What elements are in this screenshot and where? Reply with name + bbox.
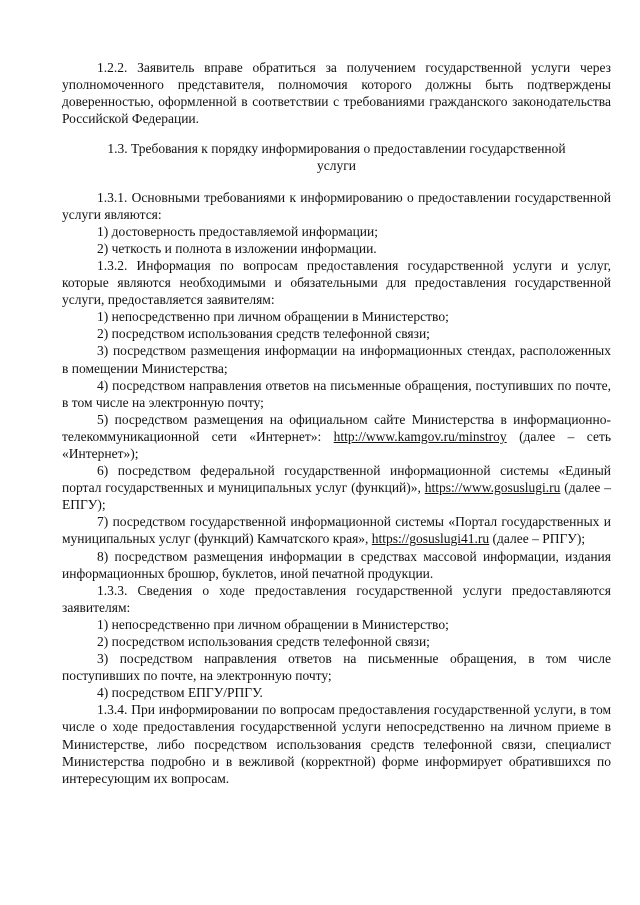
list-item: 8) посредством размещения информации в средствах массовой информации, издания информационных брошюр, буклетов, иной печатной продукции. xyxy=(62,548,611,581)
gosuslugi-link[interactable]: https://www.gosuslugi.ru xyxy=(424,480,561,496)
list-item xyxy=(62,411,611,462)
item-text: (далее – сеть «Интернет»); xyxy=(62,428,611,461)
item-text: 5) посредством размещения на официальном сайте Министерства в информационно-телекоммуникационной сети «Интернет»: xyxy=(62,411,611,444)
list-item: 2) посредством использования средств телефонной связи; xyxy=(97,326,430,342)
document-page xyxy=(62,59,611,787)
gosuslugi41-link[interactable]: https://gosuslugi41.ru xyxy=(371,531,490,547)
list-item: 3) посредством размещения информации на информационных стендах, расположенных в помещении Министерства; xyxy=(62,343,611,376)
paragraph-1-3-4: 1.3.4. При информировании по вопросам предоставления государственной услуги, в том числе о ходе предоставления государственной услуги непосредственно на личном приеме в Министерстве, либо посредством использования средств телефонной связи, специалист Министерства подробно и в вежливой (корректной) форме информирует обратившихся по интересующим их вопросам. xyxy=(62,702,611,786)
list-item: 1) непосредственно при личном обращении в Министерство; xyxy=(97,616,449,632)
item-text: (далее – ЕПГУ); xyxy=(62,480,611,513)
list-item: 1) достоверность предоставляемой информации; xyxy=(97,223,378,239)
list-item: 4) посредством направления ответов на письменные обращения, поступивших по почте, в том числе на электронную почту; xyxy=(62,377,611,410)
list-item: 1) непосредственно при личном обращении в Министерство; xyxy=(97,309,449,325)
paragraph-1-3-3: 1.3.3. Сведения о ходе предоставления государственной услуги предоставляются заявителям: xyxy=(62,582,611,615)
paragraph-1-3-1: 1.3.1. Основными требованиями к информированию о предоставлении государственной услуги являются: xyxy=(62,189,611,222)
section-heading-1-3: 1.3. Требования к порядку информирования о предоставлении государственной услуги xyxy=(107,141,566,174)
item-text: 6) посредством федеральной государственной информационной системы «Единый портал государственных и муниципальных услуг (функций)», xyxy=(62,463,611,496)
list-item xyxy=(62,462,611,513)
list-item: 2) четкость и полнота в изложении информации. xyxy=(97,240,377,256)
item-text: (далее – РПГУ); xyxy=(489,531,586,547)
paragraph-1-2-2: 1.2.2. Заявитель вправе обратиться за получением государственной услуги через уполномоченного представителя, полномочия которого должны быть подтверждены доверенностью, оформленной в соответствии с требованиями гражданского законодательства Российской Федерации. xyxy=(62,60,611,127)
list-item: 3) посредством направления ответов на письменные обращения, в том числе поступивших по почте, на электронную почту; xyxy=(62,651,611,684)
list-item xyxy=(62,513,611,547)
list-item: 2) посредством использования средств телефонной связи; xyxy=(97,634,430,649)
paragraph-1-3-2: 1.3.2. Информация по вопросам предоставления государственной услуги и услуг, которые являются необходимыми и обязательными для предоставления государственной услуги, предоставляется заявителям: xyxy=(62,257,611,308)
kamgov-link[interactable]: http://www.kamgov.ru/minstroy xyxy=(333,428,507,444)
list-item: 4) посредством ЕПГУ/РПГУ. xyxy=(97,685,263,701)
item-text: 7) посредством государственной информационной системы «Портал государственных и муниципальных услуг (функций) Камчатского края», xyxy=(62,514,611,547)
